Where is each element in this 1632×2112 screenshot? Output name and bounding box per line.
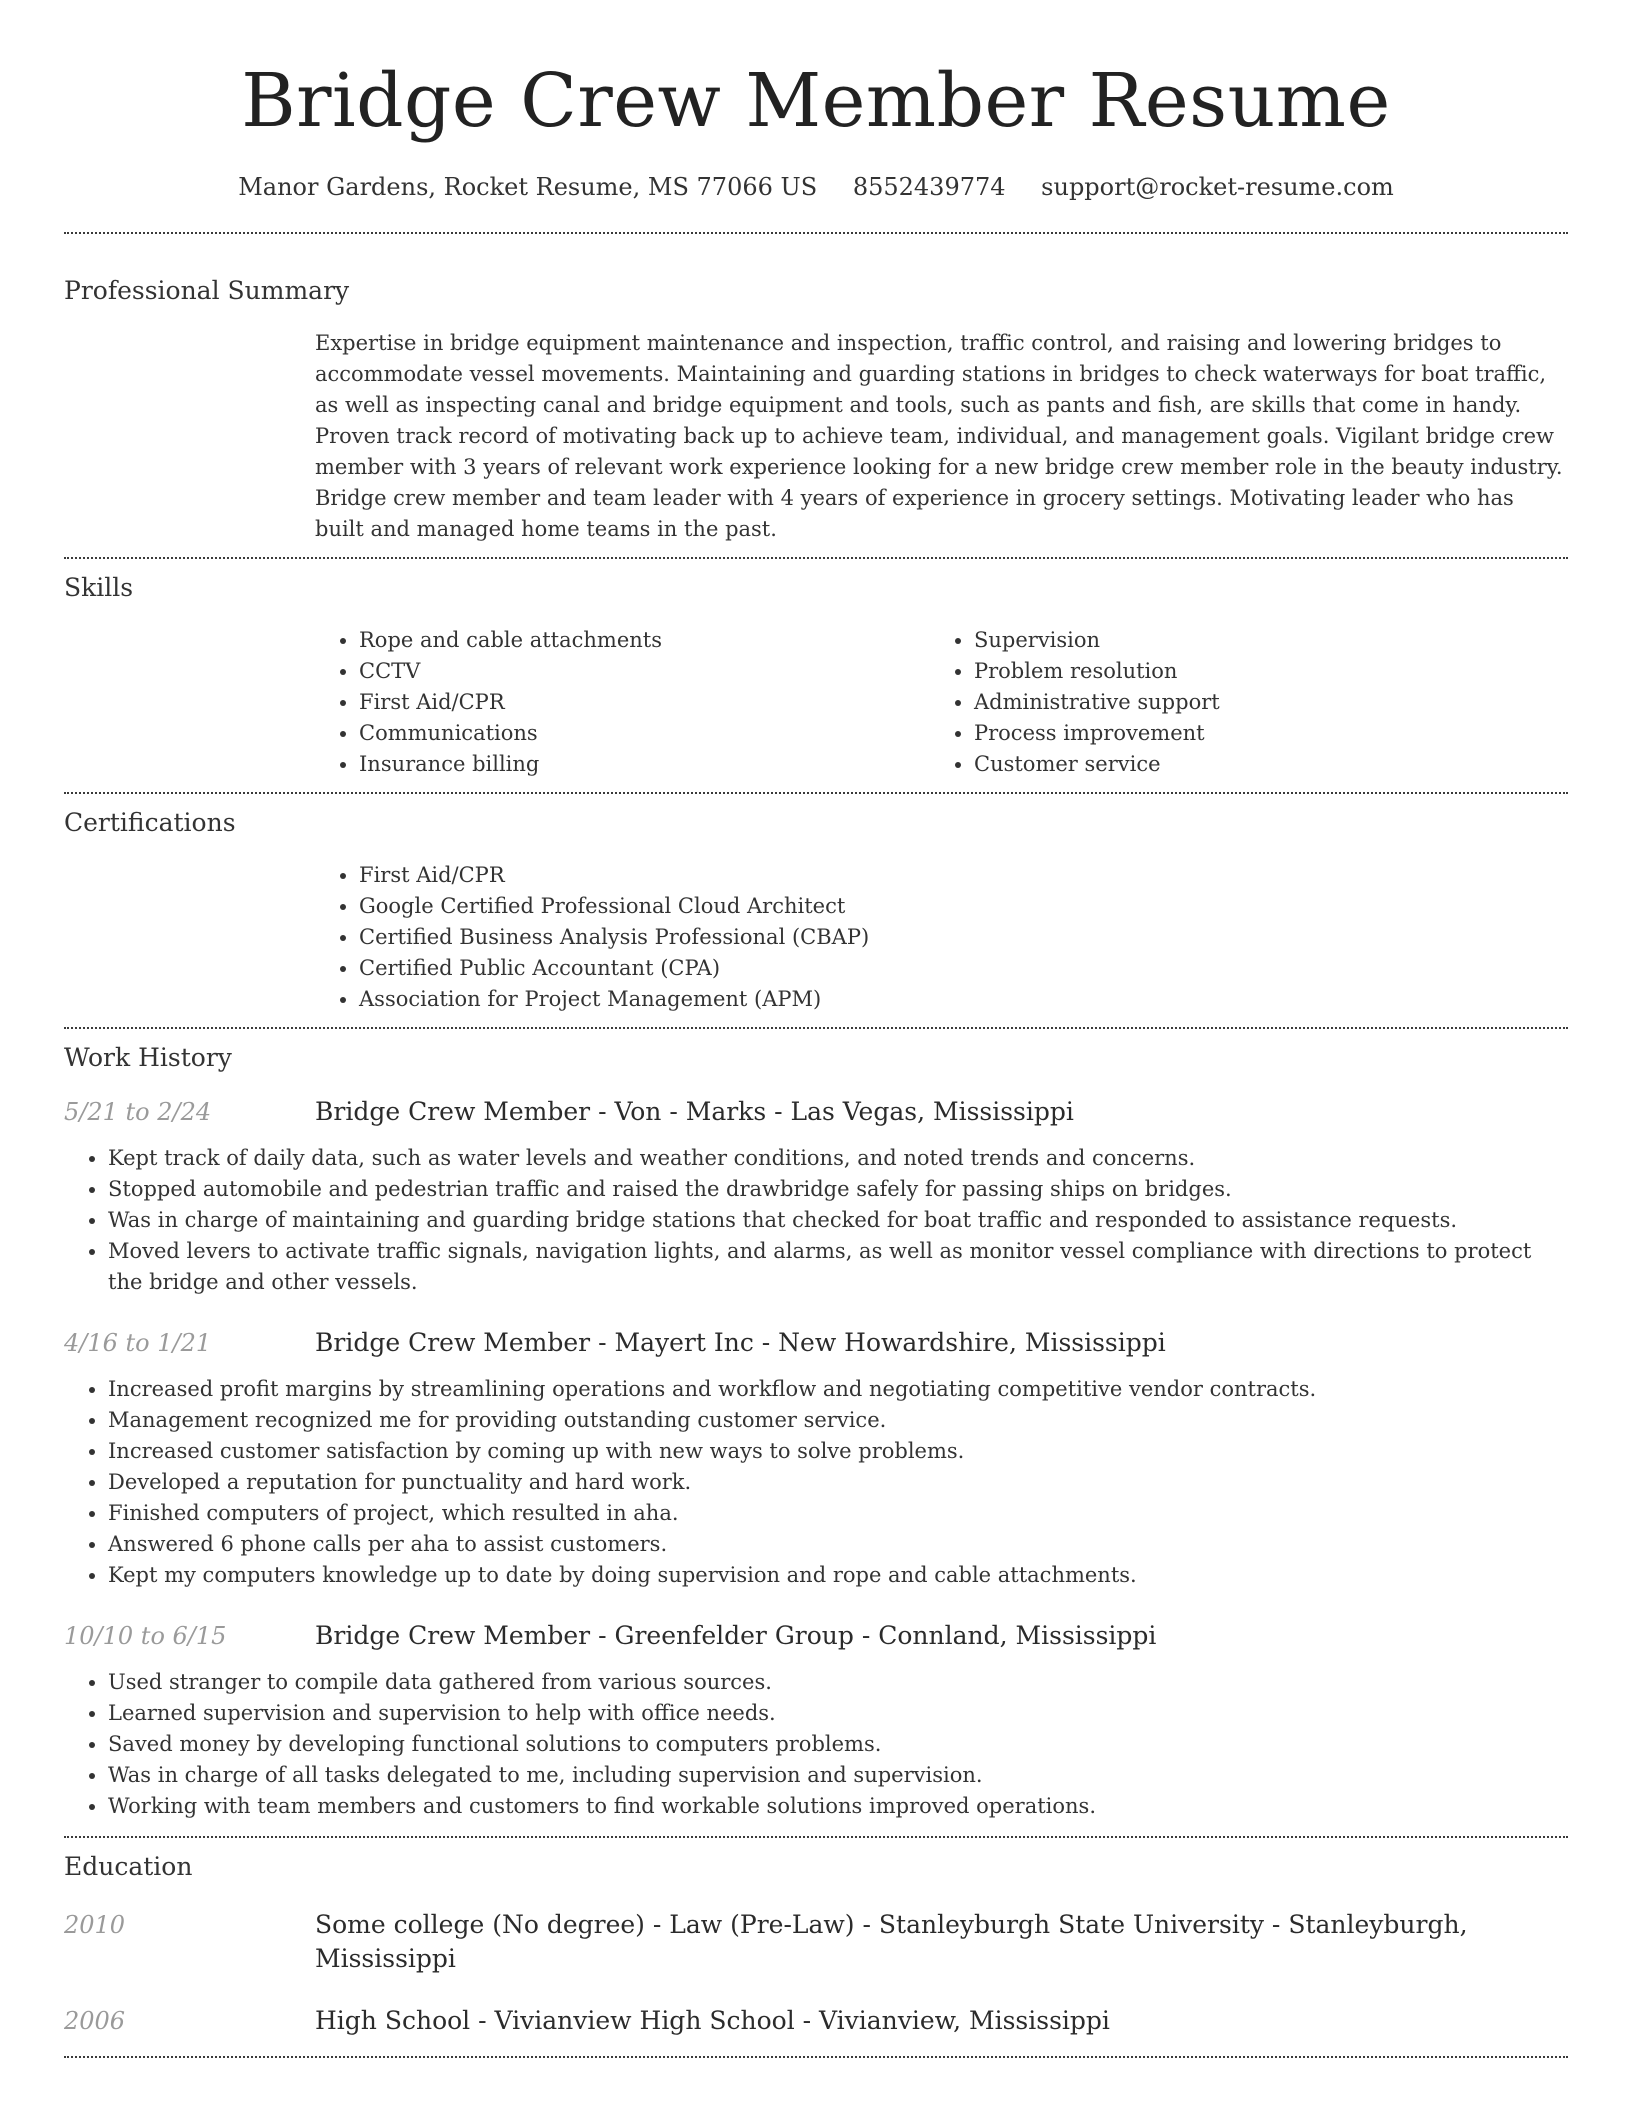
resume-title: Bridge Crew Member Resume: [241, 58, 1391, 144]
certifications-section: [64, 794, 1568, 1015]
certification-item: • Certified Public Accountant (CPA): [359, 953, 1568, 984]
job-heading: Bridge Crew Member - Mayert Inc - New Howardshire, Mississippi: [315, 1328, 1166, 1357]
skill-item: • Communications: [359, 718, 930, 749]
education-entry: [64, 2004, 1568, 2038]
education-heading-text: High School - Vivianview High School - Vivianview, Mississippi: [315, 2006, 1110, 2035]
skill-item: • First Aid/CPR: [359, 687, 930, 718]
job-bullets: [64, 1143, 1568, 1298]
certification-item: • Google Certified Professional Cloud Architect: [359, 891, 1568, 922]
skill-item: • Supervision: [974, 625, 1545, 656]
job-heading: Bridge Crew Member - Von - Marks - Las Vegas, Mississippi: [315, 1097, 1074, 1126]
job-bullet: • Was in charge of maintaining and guarding bridge stations that checked for boat traffic and responded to assistance requests.: [108, 1205, 1568, 1236]
job-bullets: [64, 1667, 1568, 1822]
job-bullet: • Management recognized me for providing outstanding customer service.: [108, 1405, 1568, 1436]
job-bullet: • Finished computers of project, which resulted in aha.: [108, 1498, 1568, 1529]
work-history-heading: Work History: [64, 1043, 232, 1072]
contact-line: [64, 170, 1568, 204]
job-bullet: • Was in charge of all tasks delegated to me, including supervision and supervision.: [108, 1760, 1568, 1791]
skill-item: • Customer service: [974, 749, 1545, 780]
work-history-section: [64, 1029, 1568, 1836]
job-entry: [64, 1326, 1568, 1591]
contact-phone: 8552439774: [852, 173, 1006, 201]
job-dates: 10/10 to 6/15: [64, 1622, 227, 1650]
education-section: [64, 1838, 1568, 2056]
job-heading: Bridge Crew Member - Greenfelder Group - Connland, Mississippi: [315, 1621, 1157, 1650]
skill-item: • CCTV: [359, 656, 930, 687]
section-divider: [64, 2056, 1568, 2058]
skills-columns: [315, 625, 1568, 780]
education-entry: [64, 1908, 1568, 1976]
job-bullet: • Stopped automobile and pedestrian traffic and raised the drawbridge safely for passing ships on bridges.: [108, 1174, 1568, 1205]
contact-email: support@rocket-resume.com: [1041, 173, 1394, 201]
job-bullets: [64, 1374, 1568, 1591]
skill-item: • Administrative support: [974, 687, 1545, 718]
certification-item: • First Aid/CPR: [359, 860, 1568, 891]
contact-address: Manor Gardens, Rocket Resume, MS 77066 US: [238, 173, 818, 201]
summary-section: [64, 234, 1568, 545]
education-year: 2006: [64, 2007, 126, 2035]
summary-text: Expertise in bridge equipment maintenance and inspection, traffic control, and raising and lowering bridges to accommodate vessel movements. Maintaining and guarding stations in bridges to check waterways for boat traffic, as well as inspecting canal and bridge equipment and tools, such as pants and fish, are skills that come in handy. Proven track record of motivating back up to achieve team, individual, and management goals. Vigilant bridge crew member with 3 years of relevant work experience looking for a new bridge crew member role in the beauty industry. Bridge crew member and team leader with 4 years of experience in grocery settings. Motivating leader who has built and managed home teams in the past.: [315, 331, 1563, 541]
skills-column-left: [315, 625, 930, 780]
job-bullet: • Learned supervision and supervision to help with office needs.: [108, 1698, 1568, 1729]
certification-item: • Certified Business Analysis Professional (CBAP): [359, 922, 1568, 953]
job-bullet: • Kept track of daily data, such as water levels and weather conditions, and noted trends and concerns.: [108, 1143, 1568, 1174]
job-dates: 4/16 to 1/21: [64, 1329, 212, 1357]
job-bullet: • Increased customer satisfaction by coming up with new ways to solve problems.: [108, 1436, 1568, 1467]
skills-heading: Skills: [64, 573, 134, 602]
skills-column-right: [930, 625, 1545, 780]
job-dates: 5/21 to 2/24: [64, 1098, 212, 1126]
job-bullet: • Kept my computers knowledge up to date by doing supervision and rope and cable attachments.: [108, 1560, 1568, 1591]
job-bullet: • Used stranger to compile data gathered from various sources.: [108, 1667, 1568, 1698]
skill-item: • Process improvement: [974, 718, 1545, 749]
job-entry: [64, 1619, 1568, 1822]
education-heading: Education: [64, 1852, 193, 1881]
skill-item: • Problem resolution: [974, 656, 1545, 687]
skill-item: • Insurance billing: [359, 749, 930, 780]
education-year: 2010: [64, 1911, 126, 1939]
summary-heading: Professional Summary: [64, 276, 350, 305]
job-bullet: • Saved money by developing functional solutions to computers problems.: [108, 1729, 1568, 1760]
job-bullet: • Answered 6 phone calls per aha to assist customers.: [108, 1529, 1568, 1560]
job-entry: [64, 1095, 1568, 1298]
job-bullet: • Increased profit margins by streamlining operations and workflow and negotiating competitive vendor contracts.: [108, 1374, 1568, 1405]
certification-item: • Association for Project Management (APM): [359, 984, 1568, 1015]
certifications-heading: Certifications: [64, 808, 236, 837]
certifications-list: [315, 860, 1568, 1015]
job-bullet: • Working with team members and customers to find workable solutions improved operations.: [108, 1791, 1568, 1822]
education-heading-text: Some college (No degree) - Law (Pre-Law) - Stanleyburgh State University - Stanleyburgh, Mississippi: [315, 1910, 1468, 1973]
job-bullet: • Moved levers to activate traffic signals, navigation lights, and alarms, as well as monitor vessel compliance with directions to protect the bridge and other vessels.: [108, 1236, 1568, 1298]
skills-section: [64, 559, 1568, 780]
skill-item: • Rope and cable attachments: [359, 625, 930, 656]
job-bullet: • Developed a reputation for punctuality and hard work.: [108, 1467, 1568, 1498]
